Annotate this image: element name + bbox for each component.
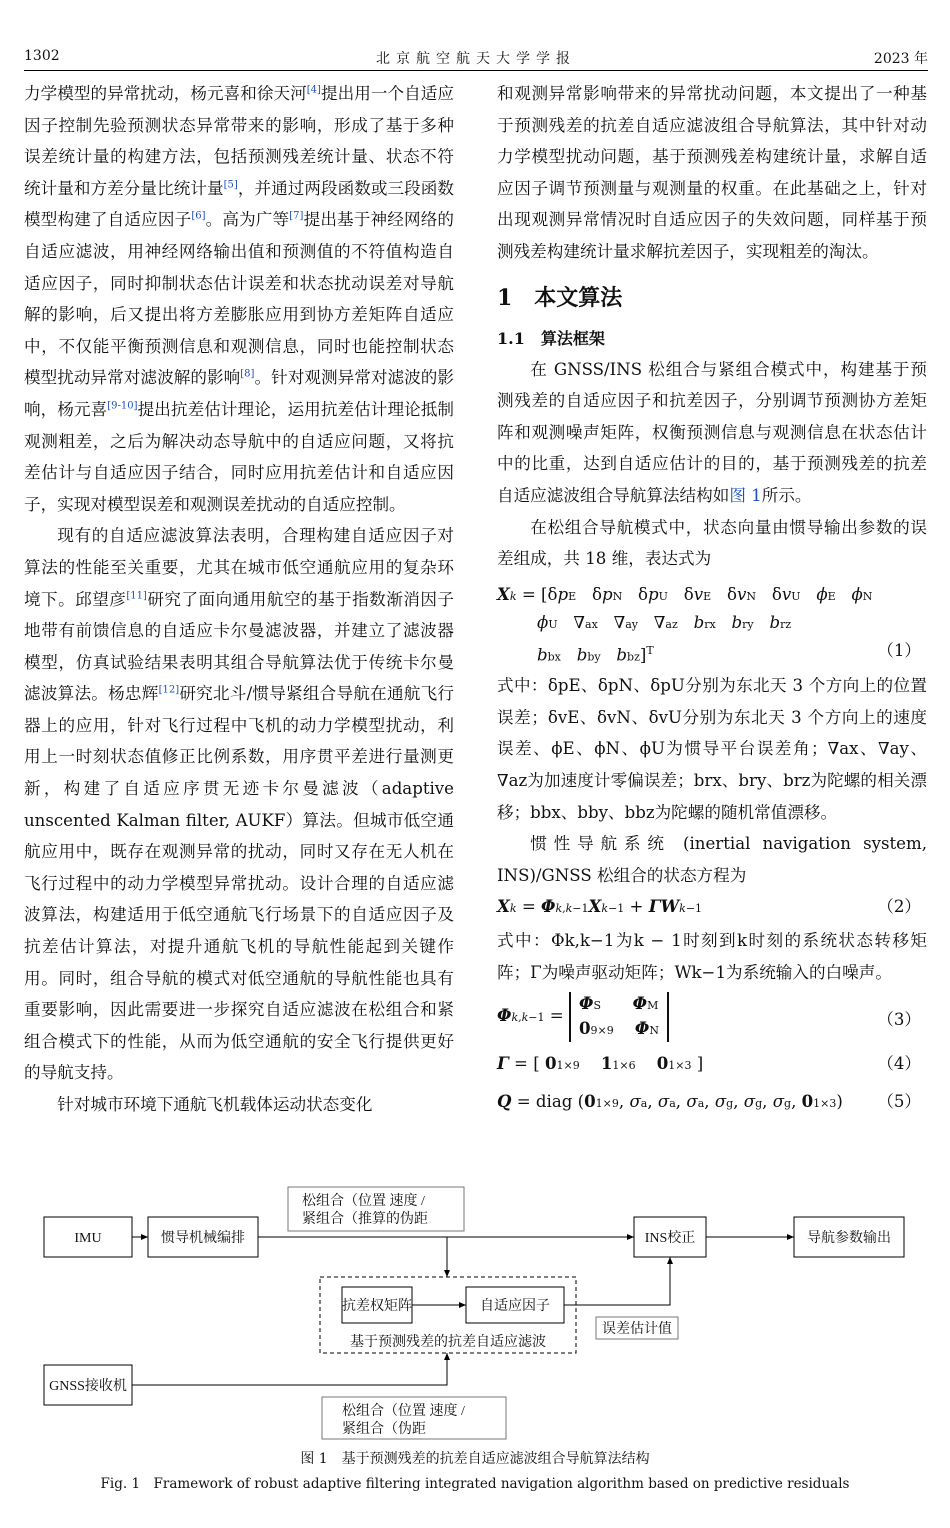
publication-year: 2023 年 [873,51,928,67]
citation-ref[interactable]: [6] [191,210,206,222]
right-paragraph-3: 在松组合导航模式中，状态向量由惯导输出参数的误差组成，共 18 维，表达式为 [497,517,927,569]
citation-ref[interactable]: [4] [306,84,321,96]
figure-caption-zh: 图 1 基于预测残差的抗差自适应滤波组合导航算法结构 [300,1451,650,1467]
citation-ref[interactable]: [11] [126,589,147,601]
equation-4-number: （4） [877,1054,921,1074]
left-paragraph-3: 针对城市环境下通航飞机载体运动状态变化 [57,1095,373,1114]
right-paragraph-2: 在 GNSS/INS 松组合与紧组合模式中，构建基于预测残差的自适应因子和抗差因子，分别调节预测协方差矩阵和观测噪声矩阵，权衡预测信息与观测信息在状态估计中的比重，达到自适应估计的目的，基于预测残差的抗差自适应滤波组合导航算法结构如图 1所示。 [497,359,927,505]
error-estimate-box: 误差估计值 [602,1322,672,1337]
figure-caption-en: Fig. 1 Framework of robust adaptive filtering integrated navigation algorithm based on predictive residuals [100,1476,850,1492]
imu-box: IMU [74,1231,102,1246]
right-column [497,78,927,1119]
equation-3: Φk,k−1 = ΦS ΦM 09×9 ΦN （3） [497,992,927,1044]
mechanization-box: 惯导机械编排 [161,1231,245,1246]
page-header [24,44,928,71]
text-run: 提出抗差估计理论，运用抗差估计理论抵制观测粗差，之后为解决动态导航中的自适应问题，又将抗差估计与自适应因子结合，同时应用抗差估计和自适应因子，实现对模型误差和观测误差扰动的自适应控制。 [24,399,455,514]
figure-1-diagram [30,1185,920,1450]
ins-correction-box: INS校正 [644,1231,696,1246]
subsection-title: 1.1 算法框架 [497,328,605,348]
right-paragraph-5: 惯性导航系统 (inertial navigation system, INS)/GNSS 松组合的状态方程为 [497,834,927,885]
text-run: 研究北斗/惯导紧组合导航在通航飞行器上的应用，针对飞行过程中飞机的动力学模型扰动，利用上一时刻状态值修正比例系数，用序贯平差进行量测更新，构建了自适应序贯无迹卡尔曼滤波（adaptive unscented Kalman filter, AUKF）算法。但城市低空通航应用中，既存在观测异常的扰动，同时又存在无人机在飞行过程中的动力学模型异常扰动。设计合理的自适应滤波算法，构建适用于低空通航飞行场景下的自适应因子及抗差估计算法，对提升通航飞机的导航性能起到关键作用。同时，组合导航的模式对低空通航的导航性能也具有重要影响，因此需要进一步探究自适应滤波在松组合和紧组合模式下的性能，从而为低空通航的安全飞行提供更好的导航支持。 [24,684,455,1083]
text-run: ，并通过两段函数或三段函数模型构建了自适应因子 [24,178,455,230]
dashed-group-label: 基于预测残差的抗差自适应滤波 [350,1335,546,1350]
equation-2: Xk = Φk,k−1Xk−1 + ΓWk−1 （2） [497,891,927,925]
text-run: 现有的自适应滤波算法表明，合理构建自适应因子对算法的性能至关重要，尤其在城市低空通航应用的复杂环境下。邱望彦 [24,526,454,609]
journal-name: 北京航空航天大学学报 [376,51,576,67]
right-paragraph-4: 式中：δpE、δpN、δpU分别为东北天 3 个方向上的位置误差；δvE、δvN、δvU分别为东北天 3 个方向上的速度误差、ϕE、ϕN、ϕU为惯导平台误差角；∇ax、∇ay、∇az为加速度计零偏误差；brx、bry、brz为陀螺的相关漂移；bbx、bby、bbz为陀螺的随机常值漂移。 [497,676,927,822]
bottom-note-line-1: 松组合（位置 速度 / [342,1404,465,1419]
equation-1-number: （1） [877,640,921,660]
citation-ref[interactable]: [9-10] [107,400,138,412]
text-run: 研究了面向通用航空的基于指数渐消因子地带有前馈信息的自适应卡尔曼滤波器，并建立了滤波器模型，仿真试验结果表明其组合导航算法优于传统卡尔曼滤波算法。杨忠辉 [24,589,455,704]
gnss-receiver-box: GNSS接收机 [49,1379,127,1394]
equation-3-number: （3） [877,1010,921,1030]
equation-4: Γ = [ 01×9 11×6 01×3 ] （4） [497,1048,927,1082]
navigation-output-box: 导航参数输出 [807,1231,891,1246]
citation-ref[interactable]: [12] [158,684,180,696]
text-run: 提出用一个自适应因子控制先验预测状态异常带来的影响，形成了基于多种误差统计量的构建方法，包括预测残差统计量、状态不符统计量和方差分量比统计量 [24,84,455,198]
bottom-note-line-2: 紧组合（伪距 [342,1422,426,1437]
citation-ref[interactable]: [8] [240,368,255,380]
left-paragraph-2 [24,520,454,1089]
page-number: 1302 [24,48,60,64]
citation-ref[interactable]: [5] [223,179,238,191]
text-run: 。高为广等 [205,210,290,230]
equation-1: Xk = [δpE δpN δpU δvE δvN δvU ϕE ϕN ϕU ∇ax ∇ay ∇az brx bry brz bbx bby bbz]$^T$ （1） [497,583,921,665]
text-run: 力学模型的异常扰动，杨元喜和徐天河 [24,84,307,103]
figure-1-link[interactable]: 图 1 [729,485,762,505]
text-run: 。针对观测异常对滤波的影响，杨元喜 [24,368,455,419]
adaptive-factor-box: 自适应因子 [480,1299,550,1314]
section-title: 1 本文算法 [497,284,623,311]
citation-ref[interactable]: [7] [289,210,304,222]
right-paragraph-6: 式中：Φk,k−1为k − 1时刻到k时刻的系统状态转移矩阵；Γ为噪声驱动矩阵；Wk−1为系统输入的白噪声。 [497,931,927,982]
equation-5-number: （5） [877,1091,921,1111]
equation-2-number: （2） [877,897,921,917]
top-note-line-1: 松组合（位置 速度 / [302,1194,425,1209]
robust-weight-box: 抗差权矩阵 [342,1299,412,1314]
left-paragraph-1 [24,78,454,520]
equation-5: Q = diag (01×9, σa, σa, σa, σg, σg, σg, 01×3) （5） [497,1086,927,1120]
text-run: 提出基于神经网络的自适应滤波，用神经网络输出值和预测值的不符值构造自适应因子，同时抑制状态估计误差和状态扰动误差对导航解的影响，后又提出将方差膨胀应用到协方差矩阵自适应中，不仅能平衡预测信息和观测信息，同时也能控制状态模型扰动异常对滤波解的影响 [24,210,455,388]
top-note-line-2: 紧组合（推算的伪距 [302,1212,428,1227]
left-column [24,78,454,1121]
right-paragraph-1: 和观测异常影响带来的异常扰动问题，本文提出了一种基于预测残差的抗差自适应滤波组合导航算法，其中针对动力学模型扰动问题，基于预测残差构建统计量，求解自适应因子调节预测量与观测量的权重。在此基础之上，针对出现观测异常情况时自适应因子的失效问题，同样基于预测残差构建统计量求解抗差因子，实现粗差的淘汰。 [497,84,927,261]
